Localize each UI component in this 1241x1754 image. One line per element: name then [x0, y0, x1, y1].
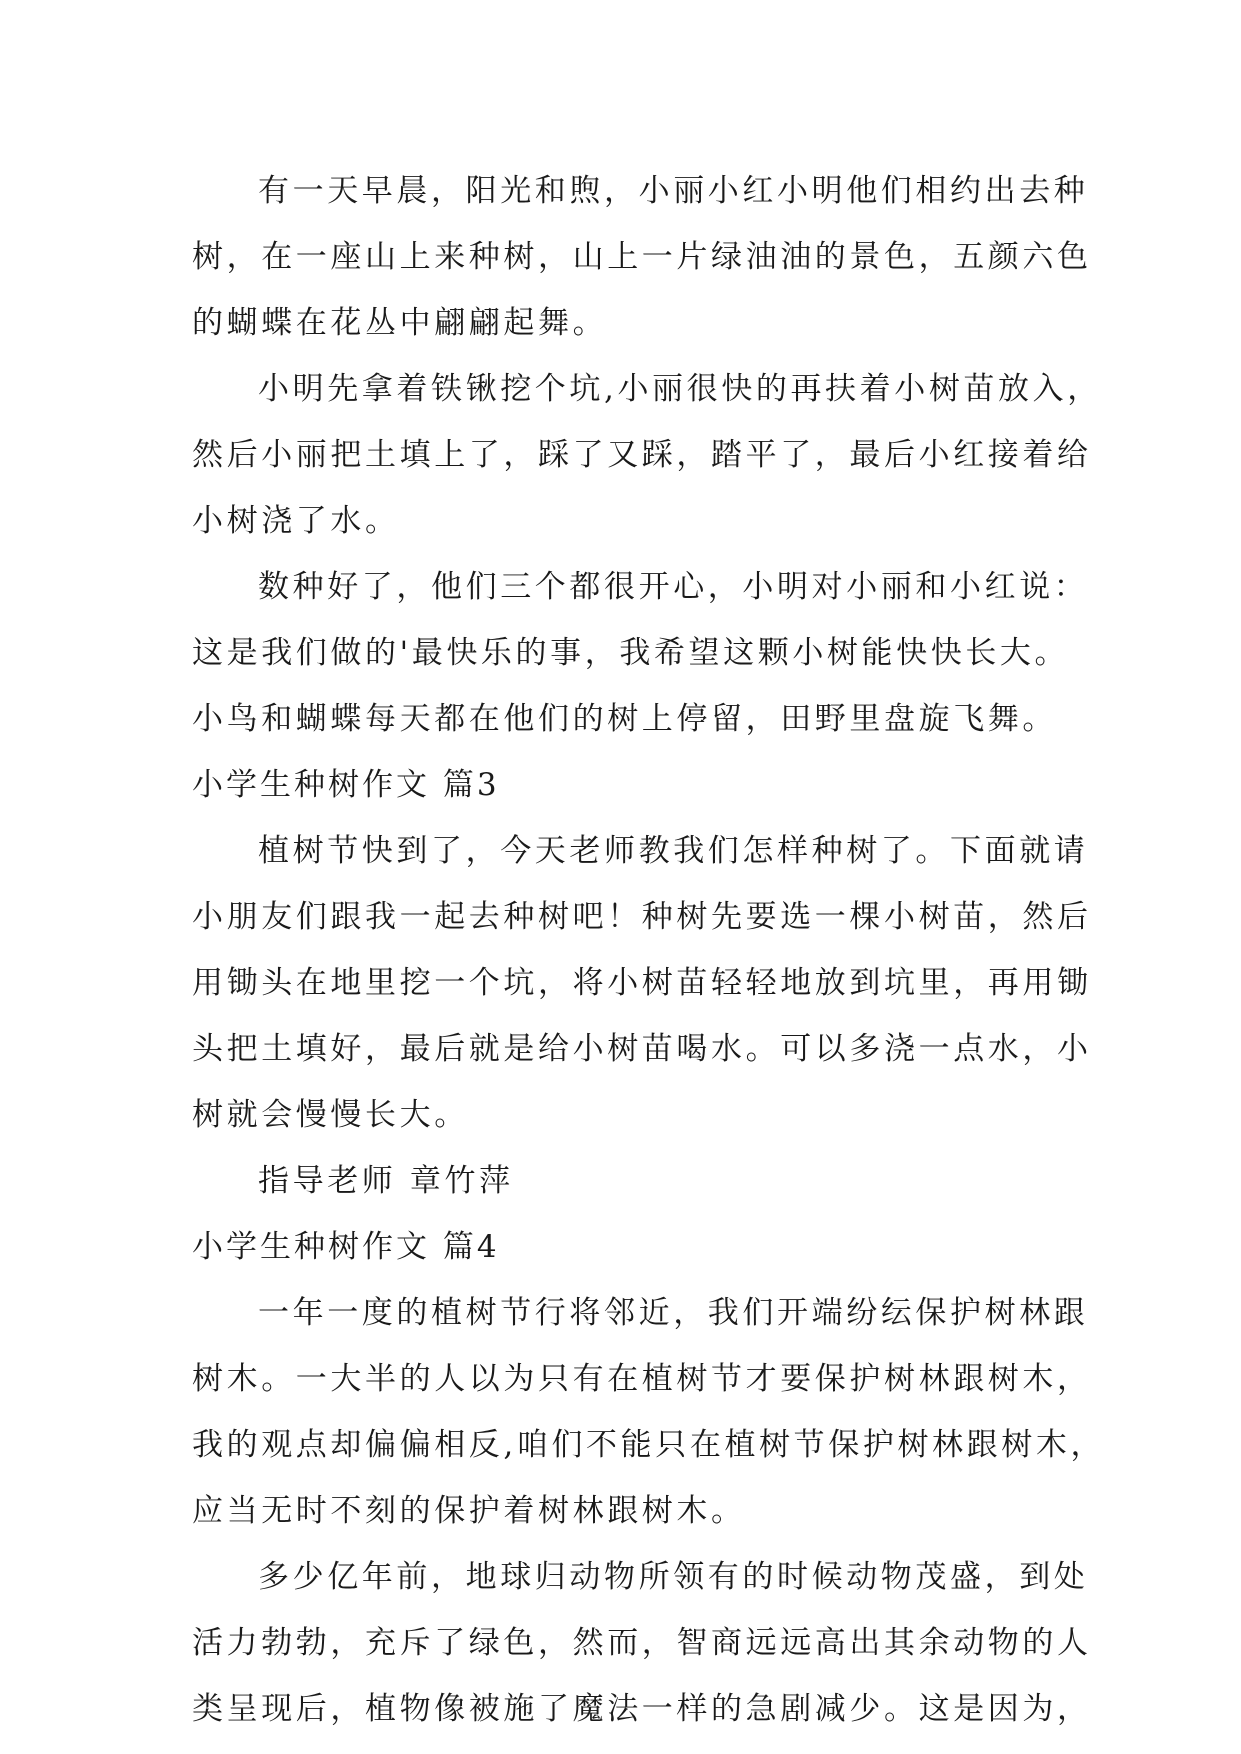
- paragraph-line: 树，在一座山上来种树，山上一片绿油油的景色，五颜六色: [192, 239, 1092, 275]
- paragraph-line: 有一天早晨，阳光和煦，小丽小红小明他们相约出去种: [258, 173, 1089, 209]
- paragraph-line: 应当无时不刻的保护着树林跟树木。: [192, 1493, 746, 1529]
- paragraph-line: 一年一度的植树节行将邻近，我们开端纷纭保护树林跟: [258, 1295, 1089, 1331]
- paragraph-line: 用锄头在地里挖一个坑，将小树苗轻轻地放到坑里，再用锄: [192, 965, 1092, 1001]
- section-heading: 小学生种树作文 篇4: [192, 1229, 500, 1265]
- section-heading: 小学生种树作文 篇3: [192, 767, 500, 803]
- paragraph-line: 树就会慢慢长大。: [192, 1097, 469, 1133]
- paragraph-line: 然后小丽把土填上了，踩了又踩，踏平了，最后小红接着给: [192, 437, 1092, 473]
- teacher-signature-line: 指导老师 章竹萍: [258, 1163, 514, 1199]
- paragraph-line: 这是我们做的'最快乐的事，我希望这颗小树能快快长大。: [192, 635, 1070, 671]
- paragraph-line: 的蝴蝶在花丛中翩翩起舞。: [192, 305, 608, 341]
- paragraph-line: 多少亿年前，地球归动物所领有的时候动物茂盛，到处: [258, 1559, 1089, 1595]
- paragraph-line: 类呈现后，植物像被施了魔法一样的急剧减少。这是因为，: [192, 1691, 1092, 1727]
- paragraph-line: 小朋友们跟我一起去种树吧！种树先要选一棵小树苗，然后: [192, 899, 1092, 935]
- paragraph-line: 我的观点却偏偏相反,咱们不能只在植树节保护树林跟树木，: [192, 1427, 1106, 1463]
- paragraph-line: 小鸟和蝴蝶每天都在他们的树上停留，田野里盘旋飞舞。: [192, 701, 1057, 737]
- paragraph-line: 植树节快到了，今天老师教我们怎样种树了。下面就请: [258, 833, 1089, 869]
- paragraph-line: 小树浇了水。: [192, 503, 400, 539]
- paragraph-line: 数种好了，他们三个都很开心，小明对小丽和小红说：: [258, 569, 1089, 605]
- paragraph-line: 小明先拿着铁锹挖个坑,小丽很快的再扶着小树苗放入，: [258, 371, 1102, 407]
- paragraph-line: 活力勃勃，充斥了绿色，然而，智商远远高出其余动物的人: [192, 1625, 1092, 1661]
- paragraph-line: 树木。一大半的人以为只有在植树节才要保护树林跟树木，: [192, 1361, 1092, 1397]
- document-page: [192, 158, 1106, 1742]
- paragraph-line: 头把土填好，最后就是给小树苗喝水。可以多浇一点水，小: [192, 1031, 1092, 1067]
